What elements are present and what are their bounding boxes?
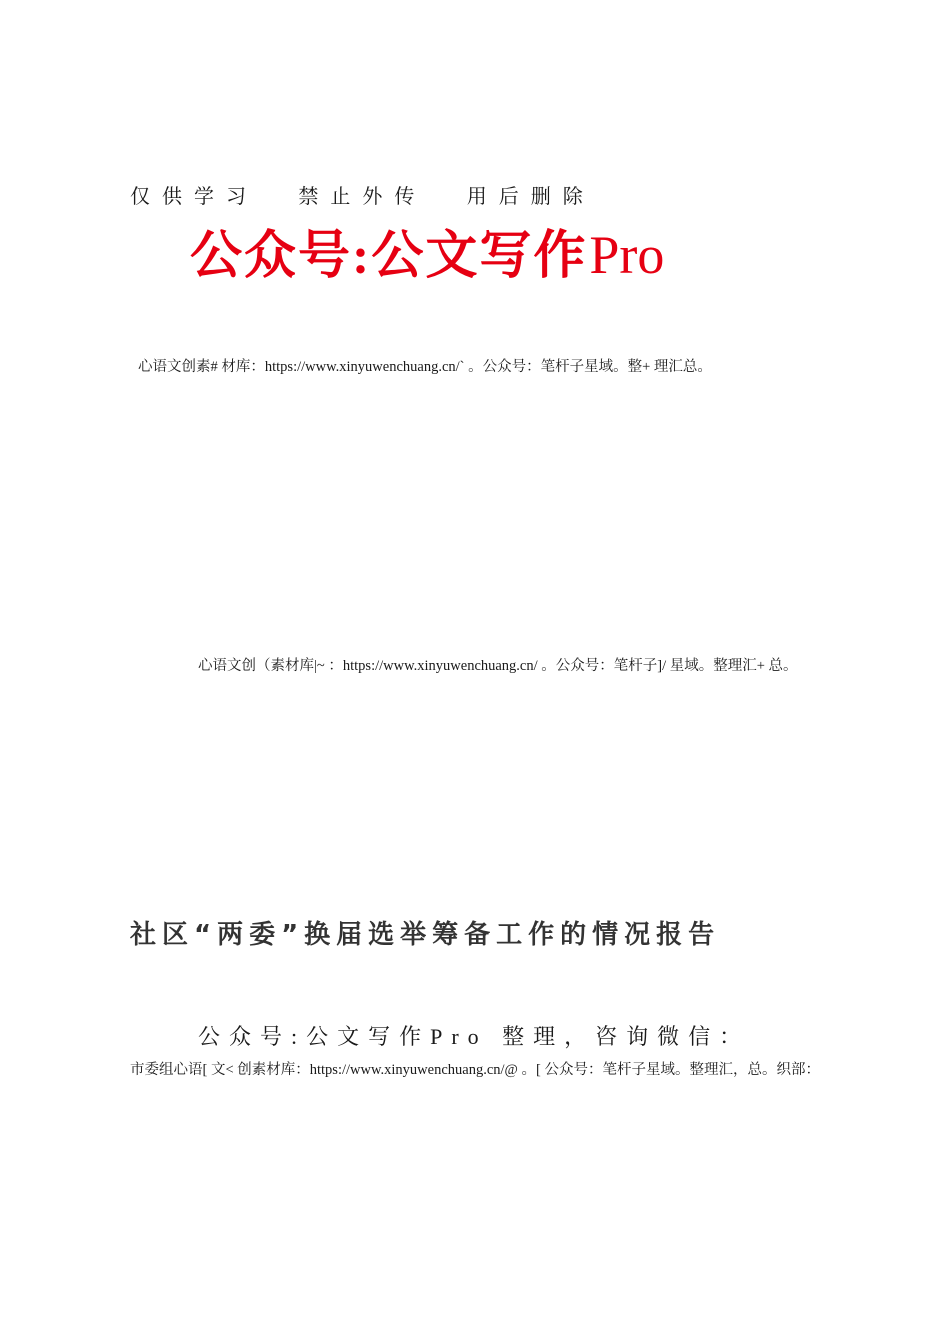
- usage-notice: [130, 180, 617, 209]
- watermark-line-3: 市委组心语[ 文< 创素材库：https://www.xinyuwenchuang.cn/@ 。[ 公众号：笔杆子星域。整理汇，总。织部：: [130, 1062, 820, 1078]
- brand-text: 公众号:公文写作: [190, 228, 588, 285]
- notice-part-delete: 用后删除: [466, 184, 595, 208]
- document-title: 社区“两委”换届选举筹备工作的情况报告: [130, 920, 721, 950]
- organization-line: 公众号:公文写作Pro 整理，咨询微信：: [198, 1024, 751, 1049]
- brand-suffix: Pro: [589, 225, 665, 285]
- notice-part-study: 仅供学习: [130, 184, 258, 208]
- brand-banner: [190, 225, 665, 285]
- watermark-line-2: 心语文创（素材库|~ ：https://www.xinyuwenchuang.cn/ 。公众号：笔杆子]/ 星域。整理汇+ 总。: [198, 658, 798, 674]
- notice-part-no-spread: 禁止外传: [298, 184, 427, 208]
- watermark-line-1: 心语文创素# 材库：https://www.xinyuwenchuang.cn/` 。公众号：笔杆子星域。整+ 理汇总。: [138, 359, 712, 375]
